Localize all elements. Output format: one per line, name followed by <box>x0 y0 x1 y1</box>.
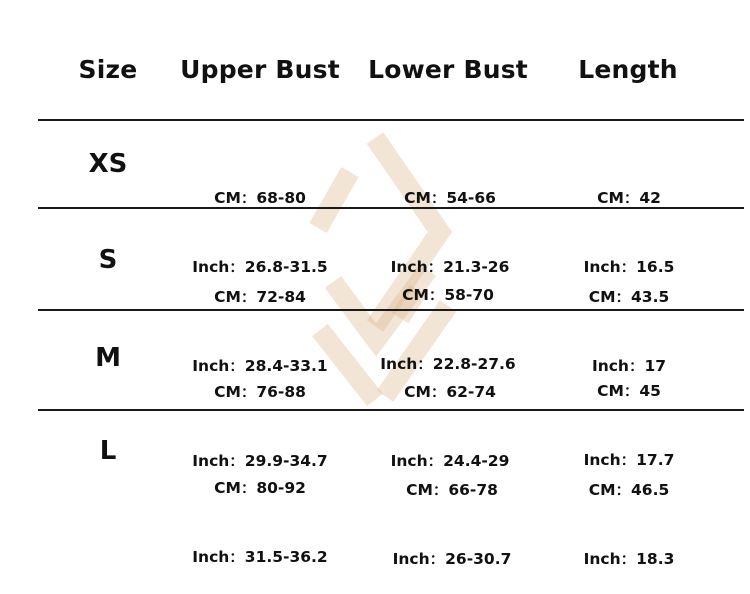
cm-value: CM：43.5 <box>588 288 670 306</box>
inch-value: Inch：17.7 <box>583 451 675 469</box>
size-label-m: M <box>95 343 121 373</box>
inch-value: Inch：18.3 <box>583 550 675 568</box>
cm-value: CM：62-74 <box>404 383 496 401</box>
cm-value: CM：45 <box>597 382 661 400</box>
cm-value: CM：46.5 <box>588 481 670 499</box>
inch-value: Inch：31.5-36.2 <box>192 548 328 566</box>
inch-value: Inch：16.5 <box>583 258 675 276</box>
cm-value: CM：80-92 <box>214 479 306 497</box>
size-label-xs: XS <box>88 149 128 179</box>
inch-value: Inch：24.4-29 <box>390 452 510 470</box>
cm-value: CM：68-80 <box>214 189 306 207</box>
cm-value: CM：42 <box>597 189 661 207</box>
inch-value: Inch：28.4-33.1 <box>192 357 328 375</box>
lower-bust-cell-l <box>362 433 542 594</box>
header-size: Size <box>78 55 138 84</box>
cm-value: CM：76-88 <box>214 383 306 401</box>
cm-value: CM：58-70 <box>402 286 494 304</box>
length-cell-l <box>539 433 719 594</box>
cm-value: CM：66-78 <box>406 481 498 499</box>
size-label-l: L <box>99 436 117 466</box>
header-upper-bust: Upper Bust <box>180 55 340 84</box>
size-label-s: S <box>98 245 118 275</box>
cm-value: CM：72-84 <box>214 288 306 306</box>
divider-header <box>38 119 744 121</box>
inch-value: Inch：17 <box>591 357 667 375</box>
header-lower-bust: Lower Bust <box>368 55 528 84</box>
inch-value: Inch：26.8-31.5 <box>192 258 328 276</box>
inch-value: Inch：29.9-34.7 <box>192 452 328 470</box>
header-length: Length <box>578 55 678 84</box>
inch-value: Inch：26-30.7 <box>392 550 512 568</box>
upper-bust-cell-l <box>170 431 350 592</box>
cm-value: CM：54-66 <box>404 189 496 207</box>
inch-value: Inch：21.3-26 <box>390 258 510 276</box>
inch-value: Inch：22.8-27.6 <box>380 355 516 373</box>
